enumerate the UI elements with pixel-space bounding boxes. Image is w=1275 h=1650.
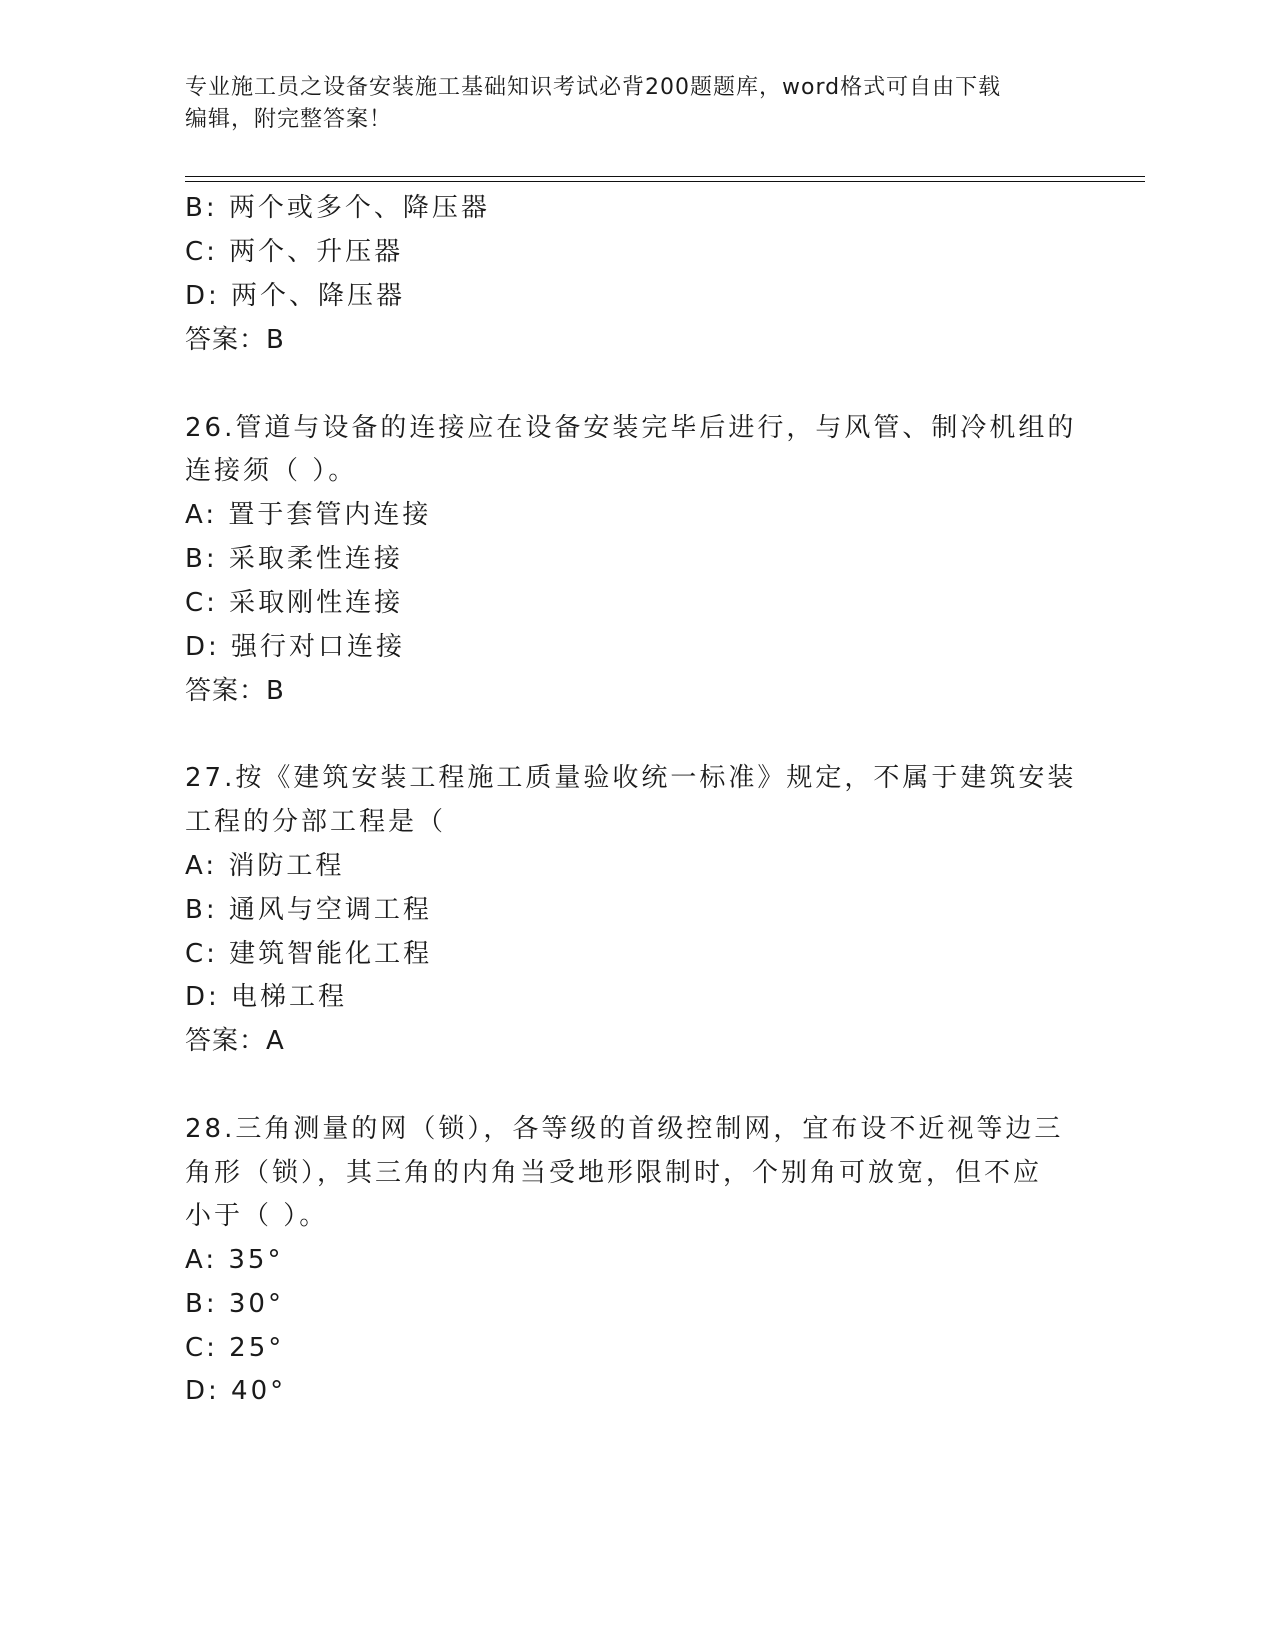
q27-option-a: A: 消防工程 (185, 851, 345, 881)
header-line-1: 专业施工员之设备安装施工基础知识考试必背200题题库，word格式可自由下载 (185, 75, 1002, 100)
header-line-2: 编辑，附完整答案！ (185, 107, 393, 132)
q27-answer: 答案：A (185, 1026, 285, 1056)
q28-stem-line-2: 角形（锁），其三角的内角当受地形限制时，个别角可放宽，但不应 (185, 1158, 1043, 1188)
q28-option-b: B: 30° (185, 1289, 284, 1319)
q27-option-b: B: 通风与空调工程 (185, 895, 432, 925)
q28-option-a: A: 35° (185, 1245, 284, 1275)
q25-option-b: B: 两个或多个、降压器 (185, 193, 490, 223)
q25-option-c: C: 两个、升压器 (185, 237, 404, 267)
q27-stem-line-2: 工程的分部工程是（ (185, 807, 447, 837)
q28-stem-line-3: 小于（ ）。 (185, 1201, 329, 1231)
q26-option-d: D: 强行对口连接 (185, 632, 406, 662)
q27-option-c: C: 建筑智能化工程 (185, 939, 433, 969)
q28-option-d: D: 40° (185, 1376, 287, 1406)
q26-option-a: A: 置于套管内连接 (185, 500, 432, 530)
q26-option-c: C: 采取刚性连接 (185, 588, 404, 618)
q26-stem-line-1: 26.管道与设备的连接应在设备安装完毕后进行，与风管、制冷机组的 (185, 413, 1077, 443)
q25-option-d: D: 两个、降压器 (185, 281, 406, 311)
q28-stem-line-1: 28.三角测量的网（锁），各等级的首级控制网，宜布设不近视等边三 (185, 1114, 1064, 1144)
q27-stem-line-1: 27.按《建筑安装工程施工质量验收统一标准》规定，不属于建筑安装 (185, 763, 1077, 793)
header-divider-bottom (185, 181, 1145, 182)
document-header (185, 72, 1085, 136)
q27-option-d: D: 电梯工程 (185, 982, 348, 1012)
q28-option-c: C: 25° (185, 1333, 285, 1363)
q26-stem-line-2: 连接须（ ）。 (185, 456, 358, 486)
q26-answer: 答案：B (185, 676, 285, 706)
q25-answer: 答案：B (185, 325, 285, 355)
header-divider-top (185, 176, 1145, 177)
q26-option-b: B: 采取柔性连接 (185, 544, 403, 574)
